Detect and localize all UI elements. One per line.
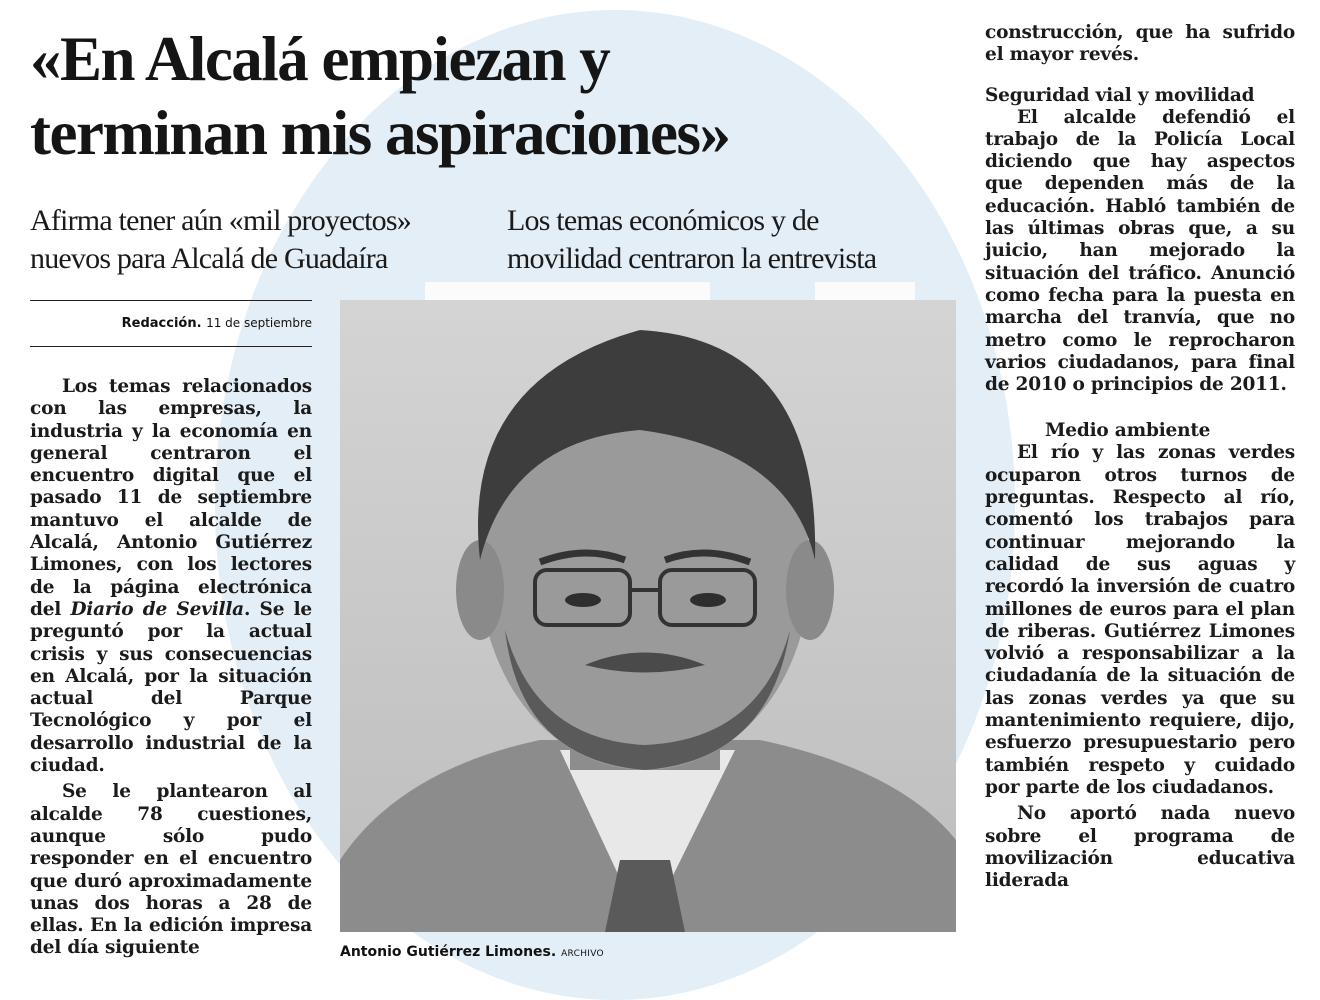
- caption-source: ARCHIVO: [561, 949, 604, 959]
- article-column-left: [30, 376, 312, 960]
- headline: [30, 22, 970, 170]
- portrait-photo: [340, 300, 956, 932]
- headline-line-2: terminan mis aspiraciones»: [30, 98, 730, 168]
- subhead-right: [507, 202, 876, 278]
- article-paragraph: El río y las zonas verdes ocuparon otros turnos de preguntas. Respecto al río, comentó los trabajos para continuar mejorando la calidad de sus aguas y recordó la inversión de cuatro millones de euros para el plan de riberas. Gutiérrez Limones volvió a responsabilizar a la ciudadanía de la situación de las zonas verdes ya que su mantenimiento requiere, dijo, esfuerzo presupuestario pero también respeto y cuidado por parte de los ciudadanos.: [985, 442, 1295, 798]
- section-heading: Medio ambiente: [1045, 420, 1211, 442]
- caption-text: Antonio Gutiérrez Limones.: [340, 944, 557, 960]
- byline-rule-bottom: [30, 346, 312, 347]
- newspaper-name: Diario de Sevilla: [70, 598, 244, 620]
- paragraph-text: . Se le preguntó por la actual crisis y sus consecuencias en Alcalá, por la situación actual del Parque Tecnológico y por el desarrollo industrial de la ciudad.: [30, 598, 313, 777]
- subhead-right-line: Los temas económicos y de: [507, 204, 819, 237]
- article-paragraph: construcción, que ha sufrido el mayor revés.: [985, 22, 1295, 66]
- portrait-illustration: [340, 300, 956, 932]
- article-paragraph: El alcalde defendió el trabajo de la Policía Local diciendo que hay aspectos que dependen más de la educación. Habló también de las últimas obras que, a su juicio, han mejorado la situación del tráfico. Anunció como fecha para la puesta en marcha del tranvía, que no metro como le reprocharon varios ciudadanos, para final de 2010 o principios de 2011.: [985, 106, 1295, 396]
- photo-caption: [340, 944, 604, 960]
- headline-line-1: «En Alcalá empiezan y: [30, 24, 610, 94]
- byline-author: Redacción.: [121, 316, 202, 331]
- article-paragraph: No aportó nada nuevo sobre el programa de movilización educativa liderada: [985, 803, 1295, 892]
- byline-rule-top: [30, 300, 312, 301]
- subhead-left-line: nuevos para Alcalá de Guadaíra: [30, 242, 388, 275]
- subhead-left: [30, 202, 411, 278]
- section-heading: Seguridad vial y movilidad: [985, 84, 1255, 106]
- subhead-right-line: movilidad centraron la entrevista: [507, 242, 877, 275]
- byline: [30, 316, 312, 331]
- article-paragraph: [30, 376, 312, 777]
- article-paragraph: Se le plantearon al alcalde 78 cuestiones, aunque sólo pudo responder en el encuentro que duró aproximadamente unas dos horas a 28 de ellas. En la edición impresa del día siguiente: [30, 781, 312, 959]
- paragraph-text: Los temas relacionados con las empresas, la industria y la economía en general centraron el encuentro digital que el pasado 11 de septiembre mantuvo el alcalde de Alcalá, Antonio Gutiérrez Limones, con los lectores de la página electrónica del: [30, 376, 312, 620]
- article-column-right: [985, 22, 1295, 892]
- byline-date: 11 de septiembre: [206, 316, 312, 330]
- subhead-left-line: Afirma tener aún «mil proyectos»: [30, 204, 411, 237]
